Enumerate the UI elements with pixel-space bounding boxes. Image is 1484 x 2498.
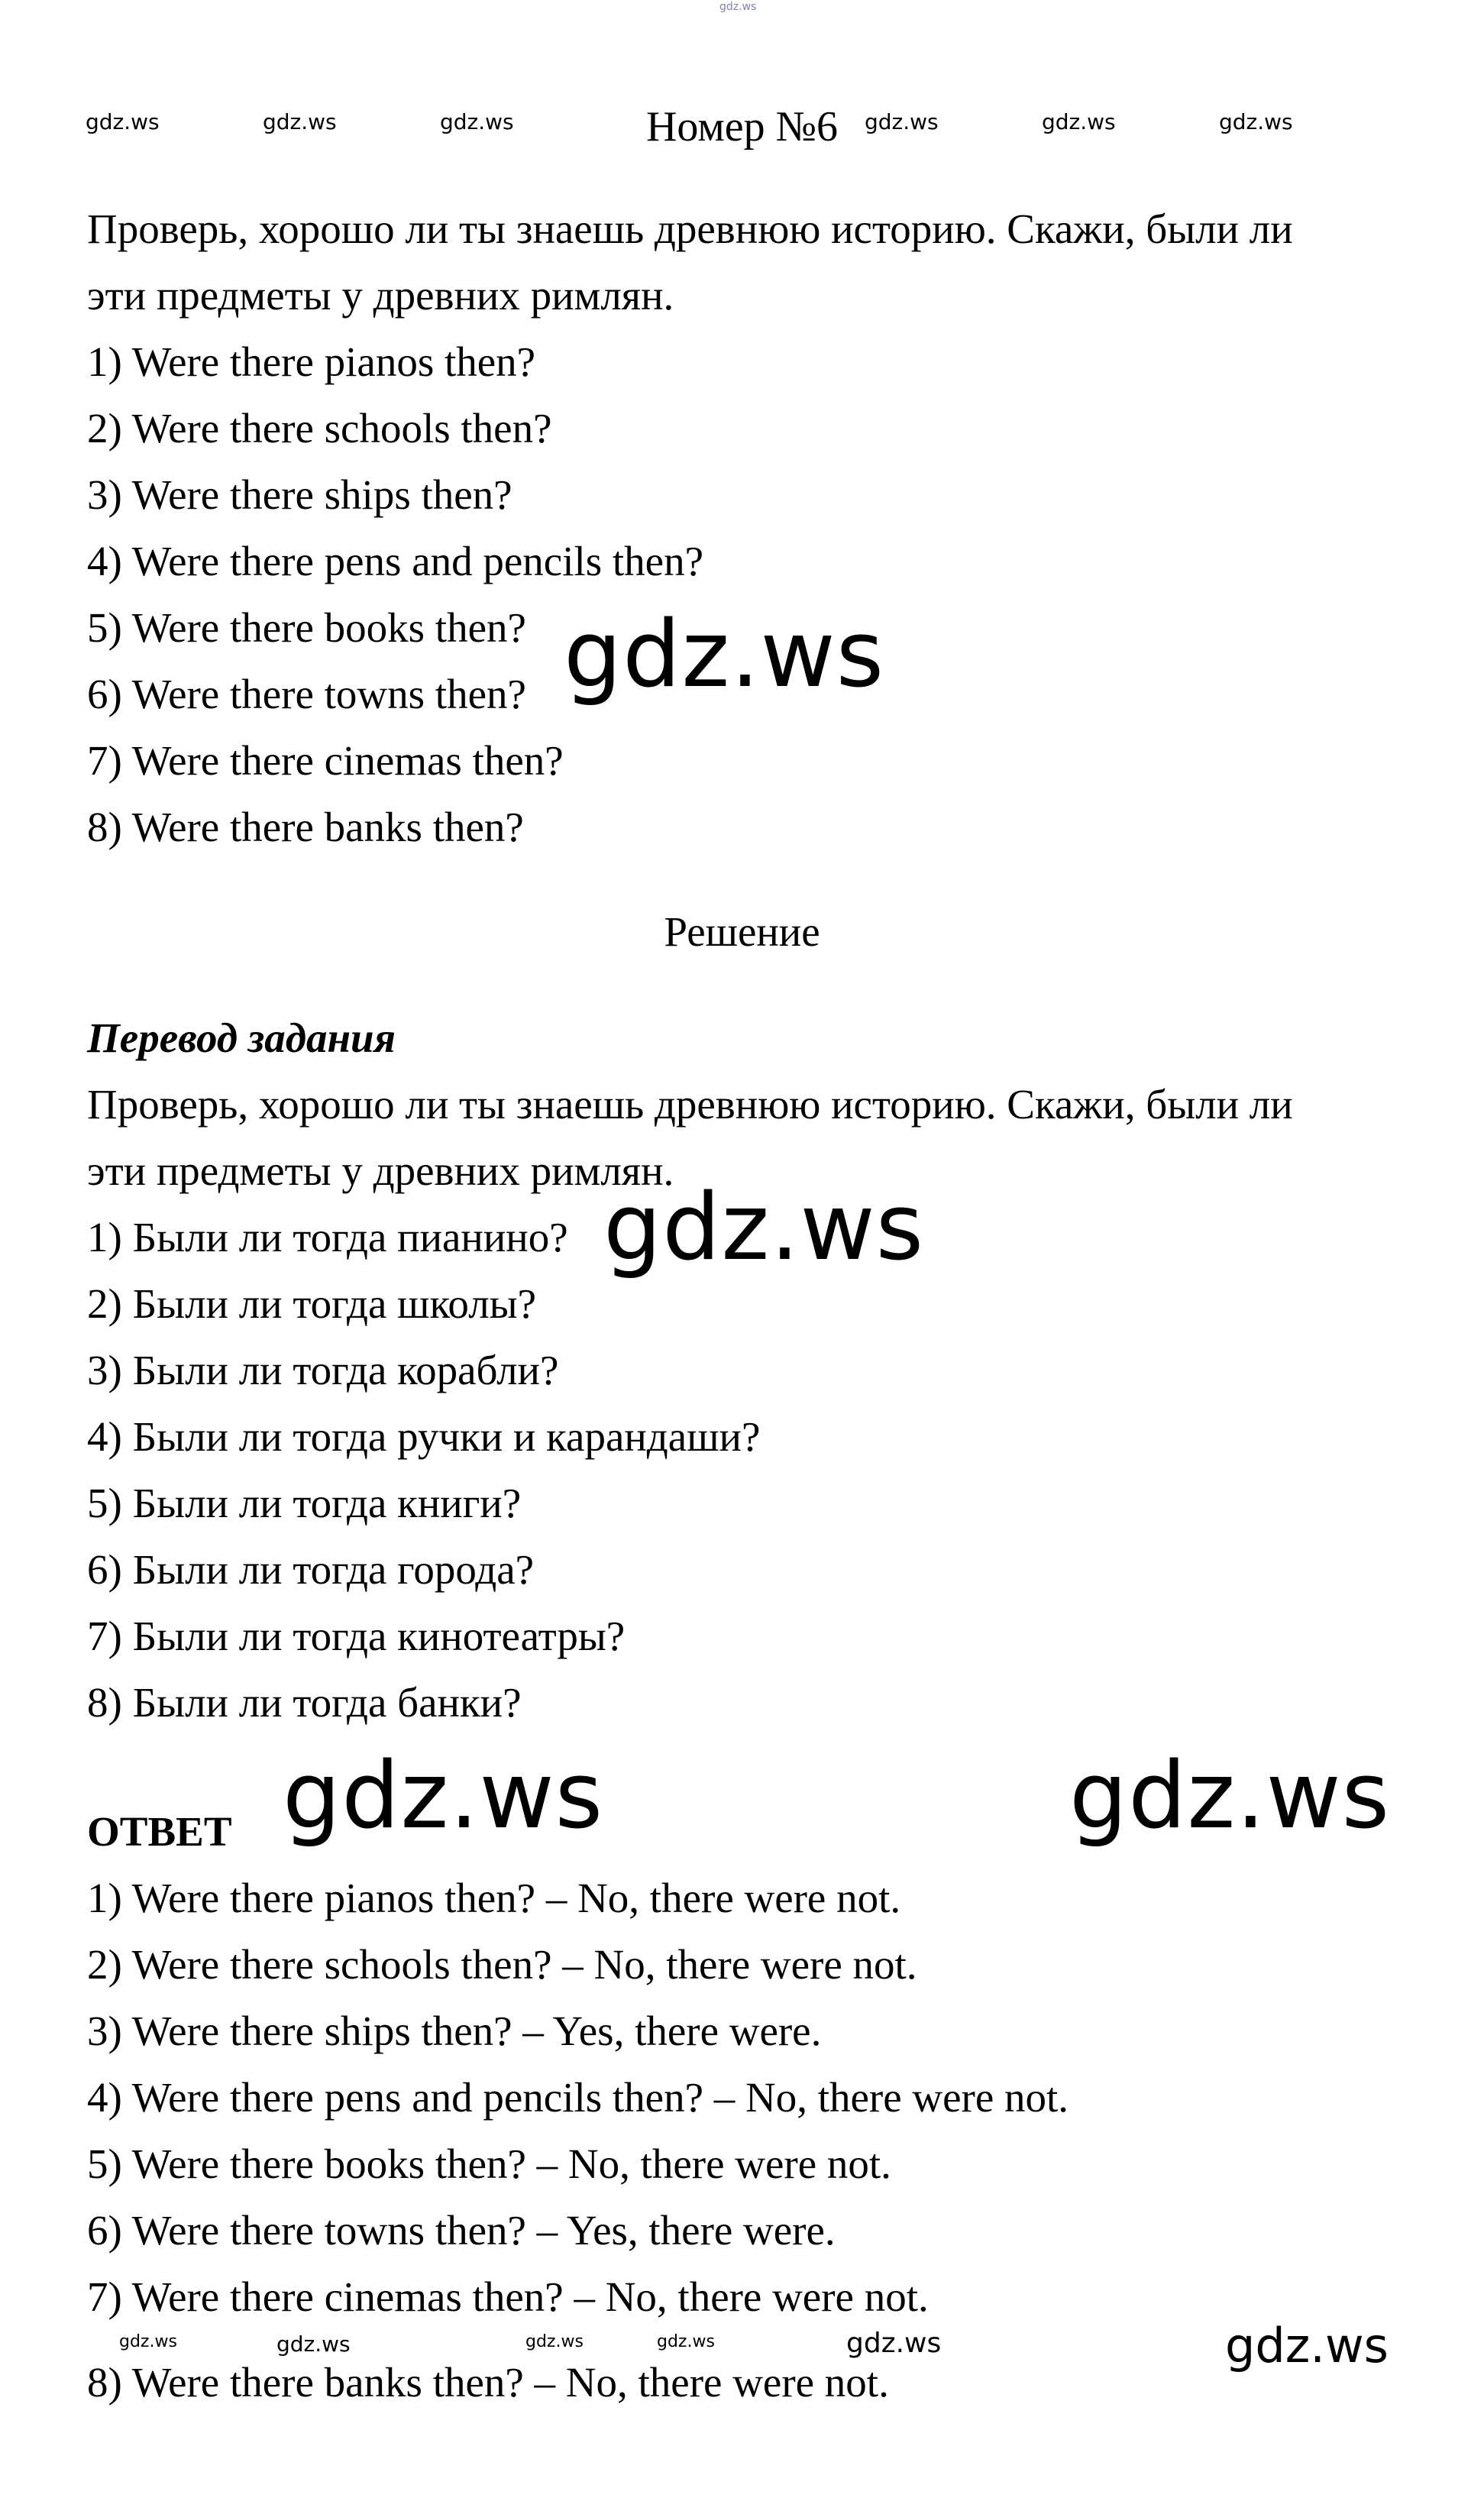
watermark-footer-6: gdz.ws (1225, 2318, 1389, 2373)
answer-item: 8) Were there banks then? – No, there were not. (87, 2359, 889, 2406)
answer-item: 2) Were there schools then? – No, there were not. (87, 1941, 917, 1988)
translation-intro-line-2: эти предметы у древних римлян. (87, 1147, 674, 1194)
page-title: Номер №6 (645, 103, 839, 150)
watermark-large-3: gdz.ws (283, 1743, 604, 1849)
watermark-footer-2: gdz.ws (276, 2331, 351, 2357)
translation-item: 3) Были ли тогда корабли? (87, 1347, 559, 1393)
translation-intro-line-1: Проверь, хорошо ли ты знаешь древнюю историю. Скажи, были ли (87, 1081, 1293, 1128)
watermark-footer-1: gdz.ws (119, 2332, 177, 2351)
watermark-top: gdz.ws (719, 1, 757, 13)
watermark-header-6: gdz.ws (1219, 109, 1293, 134)
answer-item: 6) Were there towns then? – Yes, there were. (87, 2207, 836, 2254)
question-item: 5) Were there books then? (87, 604, 526, 651)
task-intro-line-2: эти предметы у древних римлян. (87, 272, 674, 319)
answer-item: 4) Were there pens and pencils then? – No, there were not. (87, 2074, 1069, 2121)
answer-item: 5) Were there books then? – No, there were not. (87, 2140, 891, 2187)
solution-heading: Решение (664, 908, 820, 955)
question-item: 8) Were there banks then? (87, 804, 524, 850)
question-item: 2) Were there schools then? (87, 405, 552, 451)
watermark-header-3: gdz.ws (440, 109, 514, 134)
watermark-footer-3: gdz.ws (525, 2332, 584, 2351)
question-item: 7) Were there cinemas then? (87, 737, 564, 784)
question-item: 3) Were there ships then? (87, 471, 512, 518)
watermark-large-2: gdz.ws (603, 1175, 925, 1281)
task-intro-line-1: Проверь, хорошо ли ты знаешь древнюю историю. Скажи, были ли (87, 205, 1293, 252)
answer-item: 1) Were there pianos then? – No, there were not. (87, 1875, 901, 1921)
translation-heading: Перевод задания (87, 1014, 396, 1061)
translation-item: 5) Были ли тогда книги? (87, 1480, 522, 1526)
watermark-large-4: gdz.ws (1069, 1743, 1391, 1849)
answer-item: 7) Were there cinemas then? – No, there were not. (87, 2273, 929, 2320)
translation-item: 7) Были ли тогда кинотеатры? (87, 1613, 626, 1659)
translation-item: 1) Были ли тогда пианино? (87, 1214, 568, 1260)
translation-item: 8) Были ли тогда банки? (87, 1679, 522, 1726)
translation-item: 4) Были ли тогда ручки и карандаши? (87, 1413, 761, 1460)
watermark-large-1: gdz.ws (564, 602, 885, 708)
answer-heading: ОТВЕТ (87, 1808, 232, 1855)
answer-item: 3) Were there ships then? – Yes, there were. (87, 2008, 822, 2054)
watermark-header-4: gdz.ws (865, 109, 939, 134)
watermark-header-2: gdz.ws (263, 109, 337, 134)
watermark-header-5: gdz.ws (1042, 109, 1116, 134)
watermark-header-1: gdz.ws (86, 109, 160, 134)
translation-item: 6) Были ли тогда города? (87, 1546, 535, 1593)
question-item: 4) Were there pens and pencils then? (87, 538, 704, 584)
question-item: 6) Were there towns then? (87, 671, 526, 717)
question-item: 1) Were there pianos then? (87, 338, 536, 385)
watermark-footer-5: gdz.ws (846, 2328, 942, 2359)
translation-item: 2) Были ли тогда школы? (87, 1280, 537, 1327)
watermark-footer-4: gdz.ws (657, 2332, 715, 2351)
